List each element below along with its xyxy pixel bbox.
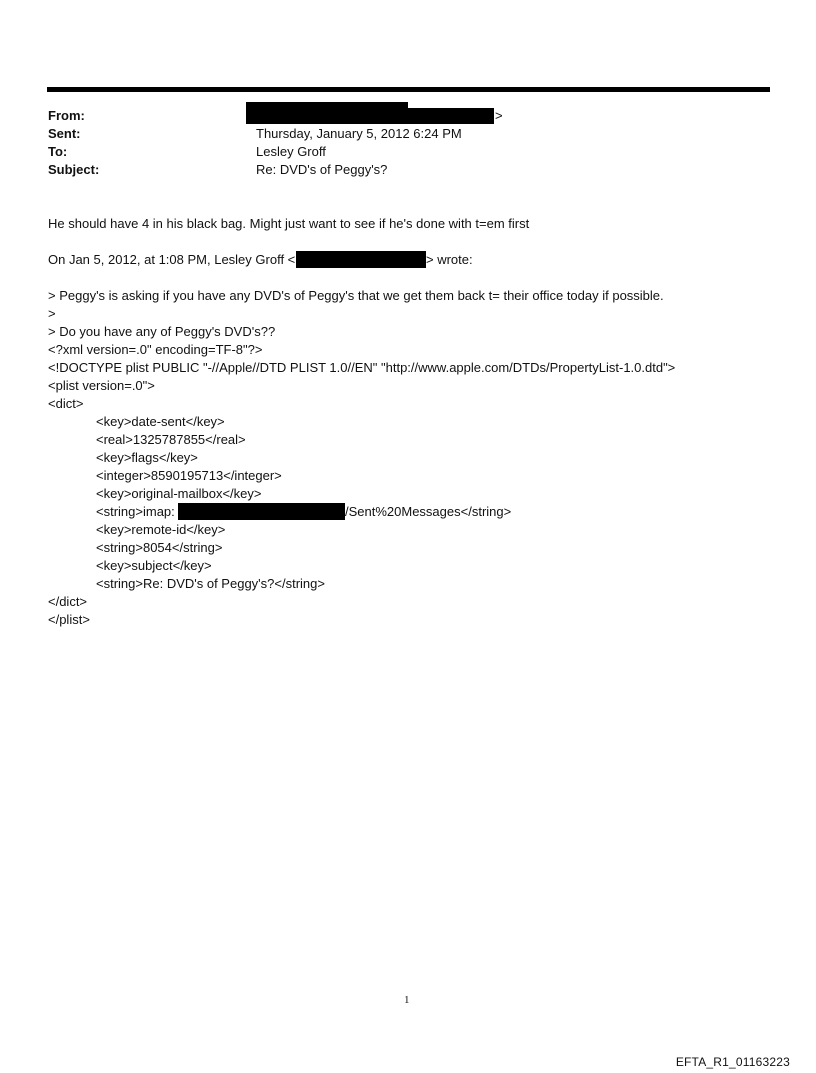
plist-value: <integer>8590195713</integer> <box>96 468 282 483</box>
plist-doctype: <!DOCTYPE plist PUBLIC "-//Apple//DTD PLIST 1.0//EN" "http://www.apple.com/DTDs/PropertyList-1.0.dtd"> <box>48 360 676 375</box>
plist-xml-declaration: <?xml version=.0" encoding=TF-8"?> <box>48 342 263 357</box>
plist-key: <key>original-mailbox</key> <box>96 486 262 501</box>
plist-value: <string>Re: DVD's of Peggy's?</string> <box>96 576 325 591</box>
sent-label: Sent: <box>48 126 81 141</box>
quote-intro-suffix: > wrote: <box>426 252 473 267</box>
plist-open-tag: <plist version=.0"> <box>48 378 155 393</box>
redaction-box <box>178 503 345 520</box>
redaction-box <box>246 102 408 124</box>
plist-key: <key>remote-id</key> <box>96 522 226 537</box>
sent-value: Thursday, January 5, 2012 6:24 PM <box>256 126 462 141</box>
dict-close-tag: </dict> <box>48 594 88 609</box>
plist-value: <real>1325787855</real> <box>96 432 246 447</box>
plist-value: <string>8054</string> <box>96 540 223 555</box>
quoted-line: > Do you have any of Peggy's DVD's?? <box>48 324 276 339</box>
bates-number: EFTA_R1_01163223 <box>675 1055 790 1069</box>
redaction-box <box>296 251 426 268</box>
subject-label: Subject: <box>48 162 100 177</box>
from-label: From: <box>48 108 85 123</box>
plist-key: <key>date-sent</key> <box>96 414 225 429</box>
quoted-line: > Peggy's is asking if you have any DVD's of Peggy's that we get them back t= their office today if possible. <box>48 288 664 303</box>
reply-text: He should have 4 in his black bag. Might just want to see if he's done with t=em first <box>48 216 530 231</box>
to-value: Lesley Groff <box>256 144 326 159</box>
header-divider-rule <box>47 87 770 92</box>
dict-open-tag: <dict> <box>48 396 84 411</box>
page-number: 1 <box>404 994 410 1006</box>
plist-key: <key>flags</key> <box>96 450 198 465</box>
plist-value-suffix: /Sent%20Messages</string> <box>345 504 512 519</box>
quote-intro-prefix: On Jan 5, 2012, at 1:08 PM, Lesley Groff < <box>48 252 296 267</box>
redaction-box <box>406 108 494 124</box>
subject-value: Re: DVD's of Peggy's? <box>256 162 388 177</box>
plist-value: <string>imap: <box>96 504 175 519</box>
quoted-line: > <box>48 306 56 321</box>
plist-close-tag: </plist> <box>48 612 90 627</box>
from-value-suffix: > <box>495 108 503 123</box>
to-label: To: <box>48 144 68 159</box>
plist-key: <key>subject</key> <box>96 558 212 573</box>
